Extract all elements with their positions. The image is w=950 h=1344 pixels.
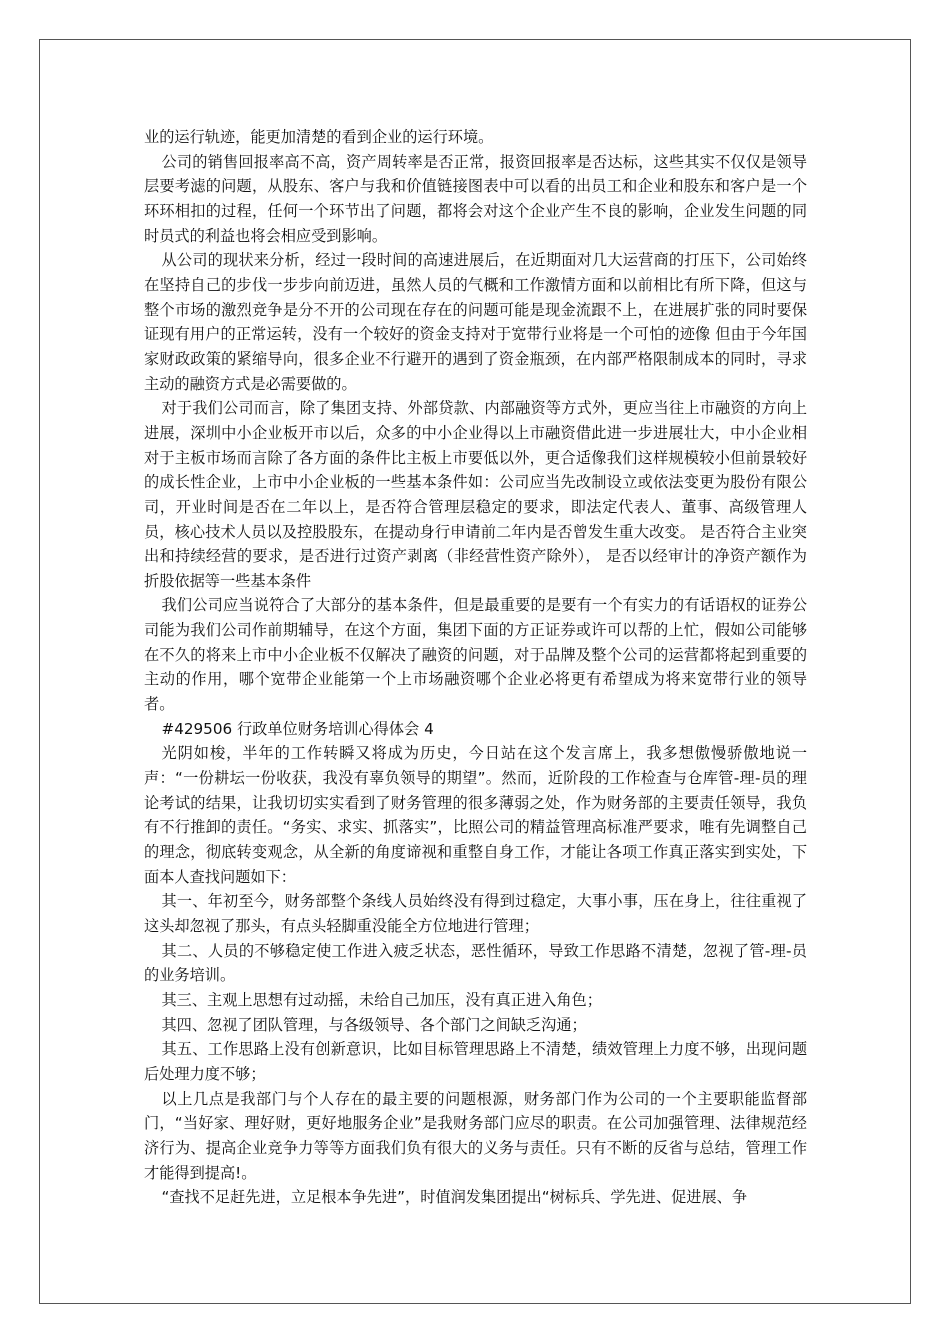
list-item-issue-3: 其三、主观上思想有过动摇，未给自己加压，没有真正进入角色； bbox=[161, 990, 602, 1009]
paragraph-listing-conditions: 我们公司应当说符合了大部分的基本条件，但是最重要的是要有一个有实力的有话语权的证券公司能为我们公司作前期辅导，在这个方面，集团下面的方正证券或许可以帮的上忙，假如公司能够在不久的将来上市中小企业板不仅解决了融资的问题，对于品牌及整个公司的运营都将起到重要的主动的作用，哪个宽带企业能第一个上市场融资哪个企业必将更有希望成为将来宽带行业的领导者。 bbox=[144, 596, 807, 714]
paragraph-half-year: 光阴如梭，半年的工作转瞬又将成为历史，今日站在这个发言席上，我多想傲慢骄傲地说一声：“一份耕坛一份收获，我没有辜负领导的期望”。然而，近阶段的工作检查与仓库管-理-员的理论考试的结果，让我切切实实看到了财务管理的很多薄弱之处，作为财务部的主要责任领导，我负有不行推卸的责任。“务实、求实、抓落实”，比照公司的精益管理高标准严要求，唯有先调整自己的理念，彻底转变观念，从全新的角度谛视和重整自身工作，才能让各项工作真正落实到实处，下面本人查找问题如下： bbox=[144, 744, 807, 886]
section-heading: #429506 行政单位财务培训心得体会 4 bbox=[161, 719, 434, 738]
paragraph-company-status: 从公司的现状来分析，经过一段时间的高速进展后，在近期面对几大运营商的打压下，公司始终在坚持自己的步伐一步步向前迈进，虽然人员的气概和工作激情方面和以前相比有所下降，但这与整个市场的激烈竞争是分不开的公司现在存在的问题可能是现金流跟不上，在进展扩张的同时要保证现有用户的正常运转，没有一个较好的资金支持对于宽带行业将是一个可怕的迹像 但由于今年国家财政政策的紧缩导向，很多企业不行避开的遇到了资金瓶颈，在内部严格限制成本的同时，寻求主动的融资方式是必需要做的。 bbox=[144, 251, 807, 393]
list-item-issue-2: 其二、人员的不够稳定使工作进入疲乏状态，恶性循环，导致工作思路不清楚，忽视了管-理-员的业务培训。 bbox=[144, 941, 807, 985]
paragraph-financing: 对于我们公司而言，除了集团支持、外部贷款、内部融资等方式外，更应当往上市融资的方向上进展，深圳中小企业板开市以后，众多的中小企业得以上市融资借此进一步进展壮大，中小企业相对于主板市场而言除了各方面的条件比主板上市要低以外，更合适像我们这样规模较小但前景较好的成长性企业，上市中小企业板的一些基本条件如：公司应当先改制设立或依法变更为股份有限公司，开业时间是否在二年以上，是否符合管理层稳定的要求，即法定代表人、董事、高级管理人员，核心技术人员以及控股股东，在提动身行申请前二年内是否曾发生重大改变。 是否符合主业突出和持续经营的要求，是否进行过资产剥离（非经营性资产除外）， 是否以经审计的净资产额作为折股依据等一些基本条件 bbox=[144, 399, 807, 590]
paragraph-closing: “查找不足赶先进，立足根本争先进”，时值润发集团提出“树标兵、学先进、促进展、争 bbox=[161, 1188, 748, 1207]
paragraph-sales-return: 公司的销售回报率高不高，资产周转率是否正常，报资回报率是否达标，这些其实不仅仅是领导层要考滤的问题，从股东、客户与我和价值链接图表中可以看的出员工和企业和股东和客户是一个环环相扣的过程，任何一个环节出了问题，都将会对这个企业产生不良的影响，企业发生问题的同时员式的利益也将会相应受到影响。 bbox=[144, 152, 807, 245]
list-item-issue-4: 其四、忽视了团队管理，与各级领导、各个部门之间缺乏沟通； bbox=[161, 1015, 587, 1034]
paragraph-continuation: 业的运行轨迹，能更加清楚的看到企业的运行环境。 bbox=[144, 128, 494, 146]
list-item-issue-5: 其五、工作思路上没有创新意识，比如目标管理思路上不清楚，绩效管理上力度不够，出现问题后处理力度不够； bbox=[144, 1040, 807, 1083]
paragraph-root-causes: 以上几点是我部门与个人存在的最主要的问题根源，财务部门作为公司的一个主要职能监督部门，“当好家、理好财，更好地服务企业”是我财务部门应尽的职责。在公司加强管理、法律规范经济行为、提高企业竞争力等等方面我们负有很大的义务与责任。只有不断的反省与总结，管理工作才能得到提高!。 bbox=[144, 1089, 807, 1182]
document-body bbox=[144, 125, 807, 1210]
list-item-issue-1: 其一、年初至今，财务部整个条线人员始终没有得到过稳定，大事小事，压在身上，往往重视了这头却忽视了那头，有点头轻脚重没能全方位地进行管理； bbox=[144, 892, 807, 935]
